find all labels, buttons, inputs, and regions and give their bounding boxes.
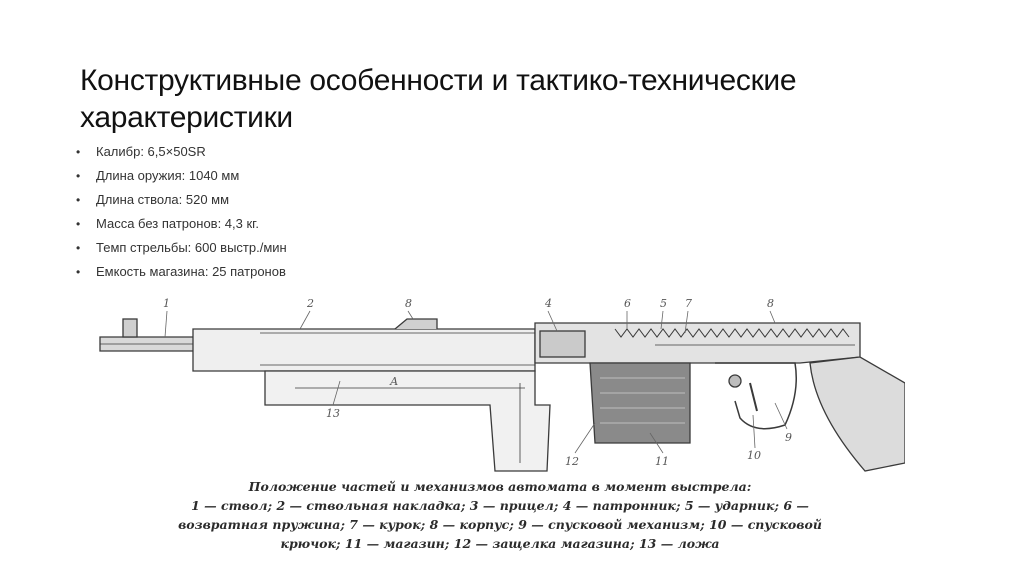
stock-shape <box>265 371 550 471</box>
part-label-10: 10 <box>747 449 761 462</box>
caption-line: возвратная пружина; 7 — курок; 8 — корпус; 9 — спусковой механизм; 10 — спусковой <box>178 517 822 532</box>
part-label-11: 11 <box>655 455 669 468</box>
part-label-13: 13 <box>326 407 340 420</box>
rifle-cutaway-diagram <box>95 293 905 476</box>
spec-text: Темп стрельбы: 600 выстр./мин <box>96 240 287 255</box>
spec-item-barrel-length <box>74 188 287 212</box>
slide-title-line-2: характеристики <box>80 101 293 134</box>
bullet-icon: • <box>76 169 81 183</box>
spec-text: Длина оружия: 1040 мм <box>96 168 240 183</box>
bullet-icon: • <box>76 193 81 207</box>
part-label-5: 5 <box>660 297 667 310</box>
caption-line: крючок; 11 — магазин; 12 — защелка магазина; 13 — ложа <box>280 536 720 551</box>
spec-text: Длина ствола: 520 мм <box>96 192 230 207</box>
spec-text: Калибр: 6,5×50SR <box>96 144 206 159</box>
bullet-icon: • <box>76 145 81 159</box>
spec-text: Масса без патронов: 4,3 кг. <box>96 216 259 231</box>
trigger-shape <box>750 383 757 411</box>
rear-sight-shape <box>395 319 437 329</box>
part-label-8a: 8 <box>405 297 412 310</box>
part-label-7: 7 <box>685 297 692 310</box>
butt-stock-shape <box>810 357 905 471</box>
slide-title-line-1: Конструктивные особенности и тактико-технические <box>80 64 797 97</box>
spec-list <box>74 140 287 284</box>
part-label-8b: 8 <box>767 297 774 310</box>
chamber-shape <box>540 331 585 357</box>
spec-item-weapon-length <box>74 164 287 188</box>
bullet-icon: • <box>76 241 81 255</box>
part-label-12: 12 <box>565 455 579 468</box>
spec-item-mass <box>74 212 287 236</box>
bullet-icon: • <box>76 265 81 279</box>
part-label-9: 9 <box>785 431 792 444</box>
slide-title <box>80 62 940 136</box>
bullet-icon: • <box>76 217 81 231</box>
part-label-4: 4 <box>545 297 552 310</box>
inner-mark-a: А <box>390 375 399 388</box>
front-sight-shape <box>123 319 137 337</box>
part-label-2: 2 <box>307 297 314 310</box>
trigger-guard-shape <box>715 363 796 429</box>
caption-line: 1 — ствол; 2 — ствольная накладка; 3 — прицел; 4 — патронник; 5 — ударник; 6 — <box>191 498 809 513</box>
caption-heading: Положение частей и механизмов автомата в момент выстрела: <box>248 479 752 494</box>
figure-caption <box>95 477 905 553</box>
spec-item-fire-rate <box>74 236 287 260</box>
part-label-6: 6 <box>624 297 631 310</box>
spec-text: Емкость магазина: 25 патронов <box>96 264 286 279</box>
spec-item-caliber <box>74 140 287 164</box>
magazine-shape <box>590 363 690 443</box>
spec-item-magazine <box>74 260 287 284</box>
part-label-1: 1 <box>163 297 170 310</box>
